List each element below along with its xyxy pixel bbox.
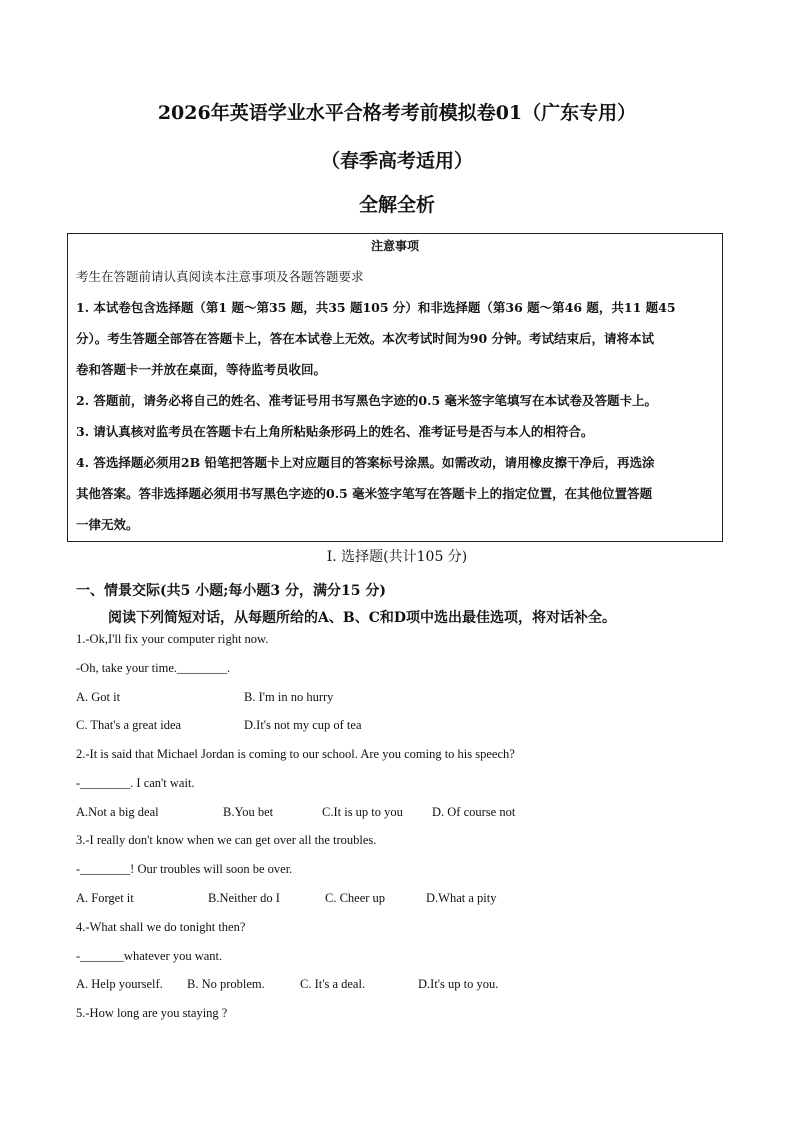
question-4-option-a: A. Help yourself. [76, 977, 163, 991]
question-3-option-d: D.What a pity [426, 891, 497, 905]
notice-line: 一律无效。 [76, 517, 139, 532]
question-2-option-a: A.Not a big deal [76, 805, 159, 819]
question-1-option-b: B. I'm in no hurry [244, 690, 334, 704]
question-2-option-b: B.You bet [223, 805, 274, 819]
question-4-dialogue: -_______whatever you want. [76, 949, 223, 963]
notice-line: 分）。考生答题全部答在答题卡上，答在本试卷上无效。本次考试时间为90 分钟。考试结束后，请将本试 [76, 331, 654, 346]
notice-line: 4. 答选择题必须用2B 铅笔把答题卡上对应题目的答案标号涂黑。如需改动，请用橡皮擦干净后，再选涂 [76, 455, 655, 470]
question-5: 5.-How long are you staying ? [76, 1006, 228, 1020]
question-2-dialogue: -________. I can't wait. [76, 776, 195, 790]
question-3: 3.-I really don't know when we can get over all the troubles. [76, 833, 377, 847]
notice-heading: 注意事项 [370, 239, 419, 253]
question-4-option-d: D.It's up to you. [418, 977, 499, 991]
question-4-option-b: B. No problem. [187, 977, 265, 991]
question-2: 2.-It is said that Michael Jordan is coming to our school. Are you coming to his speech? [76, 747, 515, 761]
page-subtitle: （春季高考适用） [320, 150, 473, 172]
notice-line: 3. 请认真核对监考员在答题卡右上角所粘贴条形码上的姓名、准考证号是否与本人的相符合。 [76, 424, 594, 439]
question-3-option-a: A. Forget it [76, 891, 134, 905]
section-title: I. 选择题(共计105 分) [326, 549, 468, 565]
question-3-option-b: B.Neither do I [208, 891, 280, 905]
question-4-option-c: C. It's a deal. [300, 977, 366, 991]
notice-intro: 考生在答题前请认真阅读本注意事项及各题答题要求 [76, 269, 364, 284]
notice-line: 其他答案。答非选择题必须用书写黑色字迹的0.5 毫米签字笔写在答题卡上的指定位置，在其他位置答题 [76, 486, 653, 501]
page-label: 全解全析 [358, 194, 435, 216]
notice-line: 2. 答题前，请务必将自己的姓名、准考证号用书写黑色字迹的0.5 毫米签字笔填写在本试卷及答题卡上。 [76, 393, 658, 408]
page-title: 2026年英语学业水平合格考考前模拟卷01（广东专用） [157, 102, 637, 124]
question-1-dialogue: -Oh, take your time.________. [76, 661, 231, 675]
question-3-dialogue: -________! Our troubles will soon be over. [76, 862, 293, 876]
question-1-option-c: C. That's a great idea [76, 718, 182, 732]
notice-line: 卷和答题卡一并放在桌面，等待监考员收回。 [76, 362, 327, 377]
question-1: 1.-Ok,I'll fix your computer right now. [76, 632, 269, 646]
notice-box [67, 233, 723, 542]
question-1-option-a: A. Got it [76, 690, 121, 704]
part-instruction: 阅读下列简短对话，从每题所给的A、B、C和D项中选出最佳选项，将对话补全。 [108, 610, 616, 626]
part-title: 一、情景交际(共5 小题;每小题3 分，满分15 分) [76, 583, 387, 599]
question-3-option-c: C. Cheer up [325, 891, 386, 905]
question-2-option-c: C.It is up to you [322, 805, 403, 819]
question-2-option-d: D. Of course not [432, 805, 516, 819]
notice-line: 1. 本试卷包含选择题（第1 题～第35 题，共35 题105 分）和非选择题（第36 题～第46 题，共11 题45 [76, 300, 676, 315]
question-4: 4.-What shall we do tonight then? [76, 920, 246, 934]
question-1-option-d: D.It's not my cup of tea [244, 718, 362, 732]
